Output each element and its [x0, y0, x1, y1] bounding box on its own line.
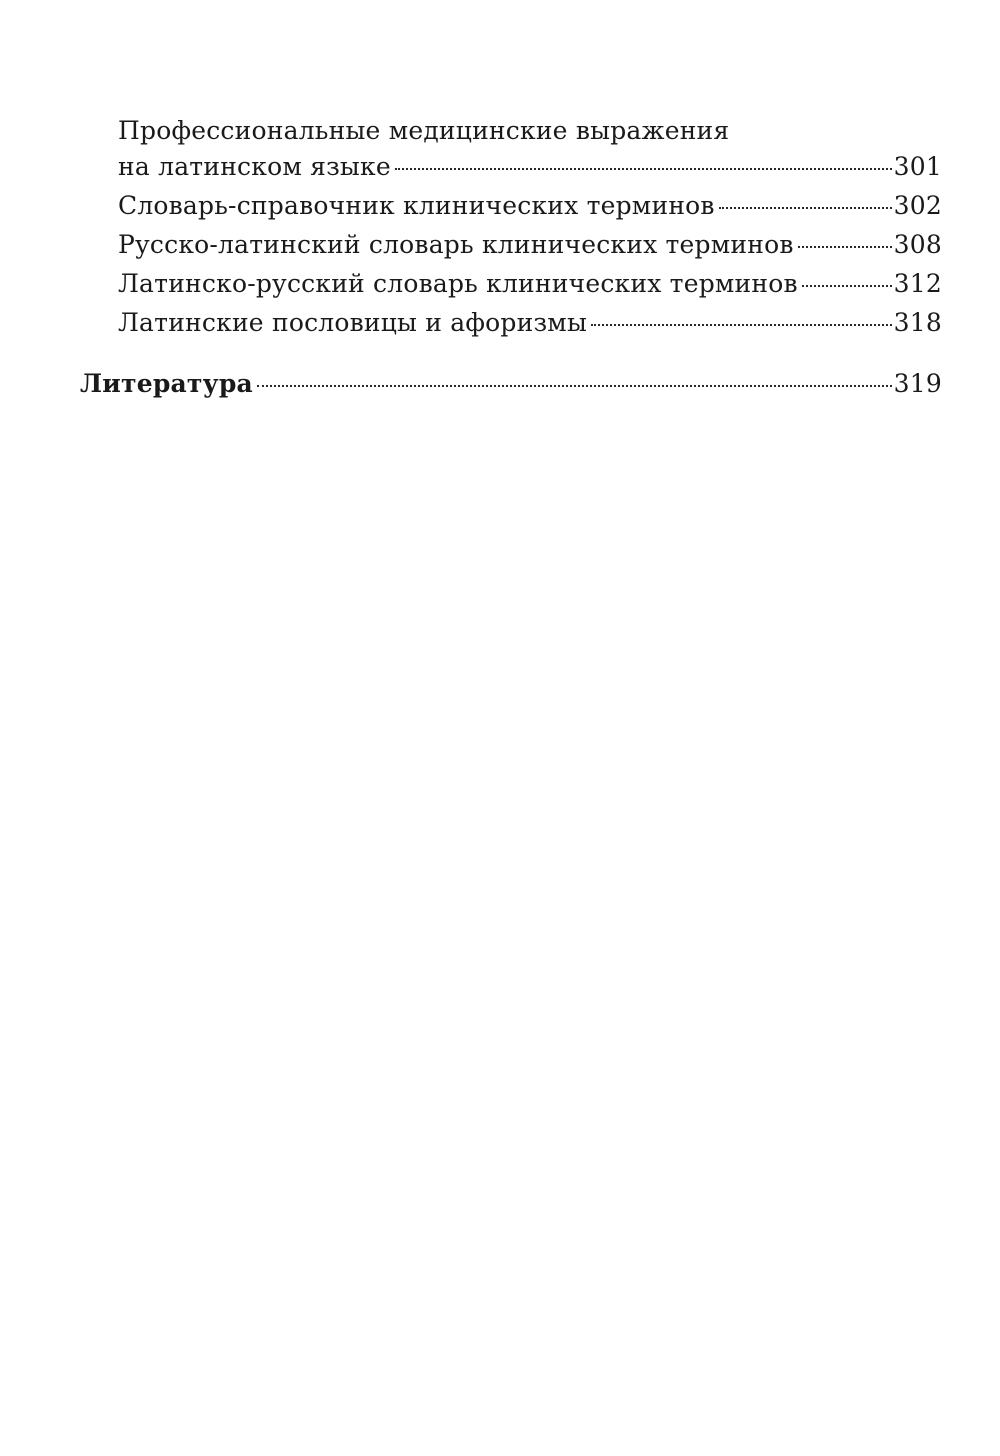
toc-entry-row: [118, 149, 942, 185]
toc-page-number: 318: [893, 308, 942, 337]
toc-entry-title: Латинские пословицы и афоризмы: [118, 308, 588, 337]
toc-entry-row: [118, 305, 942, 341]
toc-entry-title-line2: на латинском языке: [118, 152, 391, 181]
toc-entry-medical-expressions[interactable]: [80, 113, 942, 185]
toc-entry-title: Русско-латинский словарь клинических терминов: [118, 230, 794, 259]
toc-entry-title-line1: Профессиональные медицинские выражения: [118, 116, 730, 145]
toc-entry-title: Словарь-справочник клинических терминов: [118, 191, 715, 220]
table-of-contents: [80, 113, 942, 402]
toc-page-number: 312: [893, 269, 942, 298]
dot-leader: [802, 285, 892, 287]
toc-entry-latin-proverbs[interactable]: [80, 305, 942, 341]
toc-entry-literature[interactable]: [80, 366, 942, 402]
toc-entry-clinical-reference[interactable]: [80, 188, 942, 224]
dot-leader: [395, 168, 892, 170]
dot-leader: [591, 324, 892, 326]
dot-leader: [257, 385, 892, 387]
toc-entry-row: [118, 227, 942, 263]
toc-page-number: 308: [893, 230, 942, 259]
toc-entry-title: Латинско-русский словарь клинических терминов: [118, 269, 798, 298]
dot-leader: [798, 246, 892, 248]
toc-entry-row: [118, 266, 942, 302]
toc-entry-row: [118, 188, 942, 224]
toc-page-number: 302: [893, 191, 942, 220]
toc-entry-latin-russian-dictionary[interactable]: [80, 266, 942, 302]
dot-leader: [719, 207, 892, 209]
toc-entry-row: [80, 366, 942, 402]
toc-entry-title: Литература: [80, 369, 253, 398]
toc-page-number: 319: [893, 369, 942, 398]
toc-entry-russian-latin-dictionary[interactable]: [80, 227, 942, 263]
toc-page-number: 301: [893, 152, 942, 181]
